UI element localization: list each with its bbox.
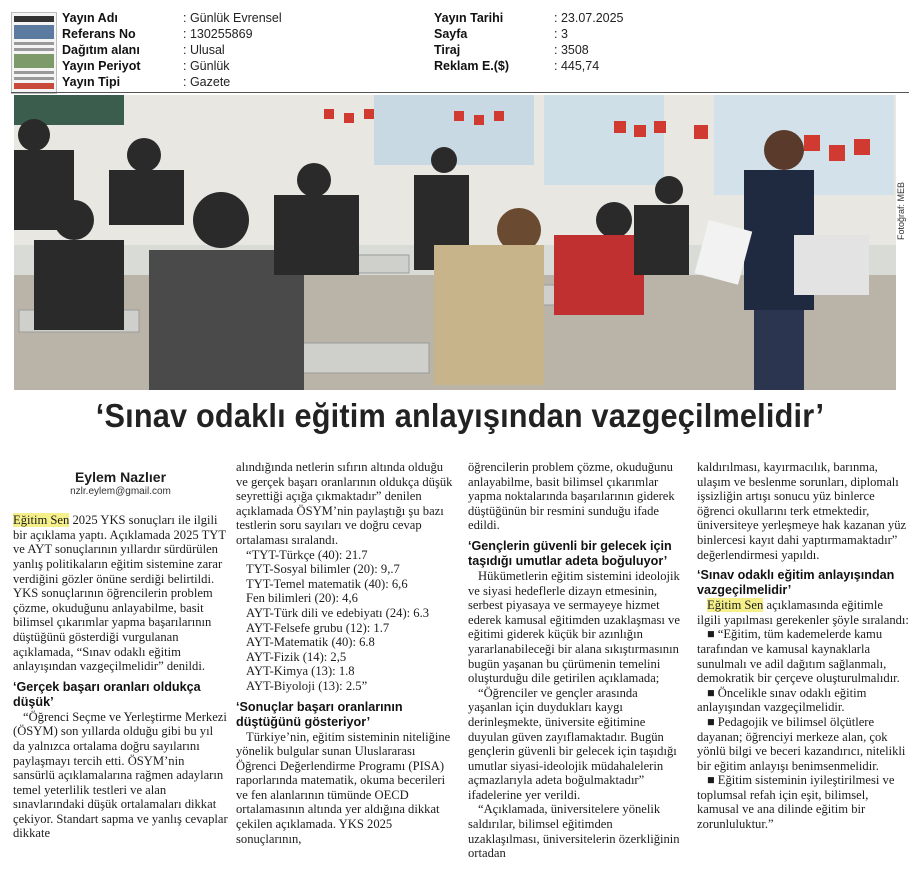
col3-paragraph-2: Hükümetlerin eğitim sistemini ideolojik ve siyasi hedeflerle dizayn etmesinin, serbest piyasaya ve sermayeye hizmet ederek kamusal eğitimden uzaklaşması ve eğitimi giderek küçük bir azınlığın yararlanabileceği bir alana sıkıştırmasının bugün yaşanan bu çürümenin temelini oluşturduğu dile getirilen açıklamada; [468,568,680,686]
col1-paragraph-2: “Öğrenci Seçme ve Yerleştirme Merkezi (ÖSYM) son yıllarda olduğu gibi bu yıl da yalnızca ortalama doğru sayılarını paylaşmayı tercih etti. ÖSYM’nin sansürlü açıklamalarına rağmen adayların temel yeterlilik testleri ve alan sınavlarındaki düşük ortalamaları dikkat çekiyor. Standart sapma ve yanlış cevaplar dikkate [13,709,228,841]
stat-item: AYT-Türk dili ve edebiyatı (24): 6.3 [246,605,430,620]
article-photo [14,95,896,390]
meta-value-page: 3 [560,27,568,41]
meta-label-reference: Referans No [62,27,136,41]
article-column-1 [13,470,228,841]
stat-item: TYT-Sosyal bilimler (20): 9,.7 [246,562,400,577]
requirement-item: ■ Öncelikle sınav odaklı eğitim anlayışından vazgeçilmelidir. [697,685,867,715]
col3-paragraph-3: “Öğrenciler ve gençler arasında yaşanlan için duydukları kaygı derinleşmekte, üniversite eğitimine duyulan güven zayıflamaktadır. Bugün gençlerin güvenli bir gelecek için taşıdığı umutlar siyasi-ideolojik müdahalelerin açmazlarıyla adeta boğulmaktadır” ifadelerine yer verildi. [468,685,677,802]
stats-list [236,548,454,694]
article-column-2 [236,460,454,846]
col2-paragraph-2: Türkiye’nin, eğitim sisteminin niteliğine yönelik bulgular sunan Uluslararası Öğrenci Değerlendirme Programı (PISA) raporlarında matematik, okuma becerileri ve fen alanlarının tümünde OECD ortalamasının altında yer aldığına dikkat çekilen açıklamada. YKS 2025 sonuçlarının, [236,729,451,846]
col4-subheading: ‘Sınav odaklı eğitim anlayışından vazgeçilmelidir’ [697,568,895,598]
requirement-item: ■ Eğitim sisteminin iyileştirilmesi ve toplumsal refah için eşit, bilimsel, kamusal ve ana dilinde eğitim bir zorunluluktur.” [697,773,895,832]
meta-value-date: 23.07.2025 [560,11,624,25]
meta-label-circulation: Tiraj [434,43,461,57]
meta-label-ad-value: Reklam E.($) [434,59,510,73]
photo-credit: Fotoğraf: MEB [896,181,906,240]
meta-label-date: Yayın Tarihi [434,11,504,25]
col2-subheading: ‘Sonuçlar başarı oranlarının düştüğünü gösteriyor’ [236,699,403,729]
stat-item: AYT-Felsefe grubu (12): 1.7 [246,620,390,635]
org-name-highlight: Eğitim Sen [13,513,70,528]
meta-value-type: Gazete [189,75,231,89]
meta-label-period: Yayın Periyot [62,59,141,73]
meta-value-reference: 130255869 [189,27,253,41]
stat-item: AYT-Matematik (40): 6.8 [246,635,375,650]
col3-subheading: ‘Gençlerin güvenli bir gelecek için taşıdığı umutlar adeta boğuluyor’ [468,538,672,568]
requirement-item: ■ Pedagojik ve bilimsel ölçütlere dayanan; öğrenciyi merkeze alan, çok yönlü bilgi ve beceri kazandırıcı, nitelikli bir eğitim anlayışı benimsenmelidir. [697,714,906,773]
col3-paragraph-1: öğrencilerin problem çözme, okuduğunu anlayabilme, basit bilimsel çıkarımlar yapma noktalarında başarılarının giderek düştüğünün bir resmini sunduğu ifade edildi. [468,460,675,533]
meta-label-distribution: Dağıtım alanı [62,43,140,57]
col1-paragraph-1: Eğitim Sen 2025 YKS sonuçları ile ilgili bir açıklama yaptı. Açıklamada 2025 TYT ve AYT sonuçlarının yıllardır sürdürülen yanlış politikaların eğitim sistemine zarar verdiğini gözler önüne serdiği belirtildi. YKS sonuçlarının öğrencilerin problem çözme, okuduğunu anlayabilme, basit bilimsel çıkarımlar yapma başarılarının düştüğünü gösterdiği vurgulanan açıklamada, “Sınav odaklı eğitim anlayışından vazgeçilmelidir” denildi. [13,513,226,674]
clipping-metadata: Yayın Adı Referans No Dağıtım alanı Yayın Periyot Yayın Tipi : Günlük Evrensel : 130255869 : Ulusal : Günlük : Gazete Yayın Tarihi Sayfa Tiraj Reklam E.($) : 23.07.2025 : 3 : 3508 : 445,74 [0,6,920,90]
stat-item: AYT-Kimya (13): 1.8 [246,664,355,679]
author-name: Eylem Nazlıer [74,469,167,485]
classroom-exam-illustration [14,95,896,390]
stat-item: AYT-Biyoloji (13): 2.5” [246,678,368,693]
meta-value-period: Günlük [189,59,230,73]
page-thumbnail[interactable] [11,12,57,94]
col3-paragraph-4: “Açıklamada, üniversitelere yönelik saldırılar, bilimsel eğitimden uzaklaşılması, üniversitelerin özerkliğinin ortadan [468,802,680,861]
author-email[interactable]: nzlr.eylem@gmail.com [70,485,171,497]
article-column-4 [697,460,909,832]
meta-value-distribution: Ulusal [189,43,225,57]
meta-value-ad-value: 445,74 [560,59,600,73]
requirement-item: ■ “Eğitim, tüm kademelerde kamu tarafından ve kamusal kaynaklarla sunulmalı ve adil dağıtım sağlanmalı, demokratik bir çerçeve oluşturulmalıdır. [697,627,900,686]
meta-value-publication: Günlük Evrensel [189,11,282,25]
col4-paragraph-1: kaldırılması, kayırmacılık, barınma, ulaşım ve beslenme sorunları, diplomalı işsizliğin artışı sonucu yüz binlerce öğrenci okullarını terk etmektedir, üniversiteye yerleşmeye hak kazanan yüz binlercesi kayıt dahi yaptırmamaktadır” değerlendirmesi yapıldı. [697,460,907,562]
stat-item: Fen bilimleri (20): 4,6 [246,591,358,606]
meta-value-circulation: 3508 [560,43,589,57]
org-name-highlight: Eğitim Sen [707,598,764,613]
col2-paragraph-1: alındığında netlerin sıfırın altında olduğu ve gerçek başarı oranlarının oldukça düşük seyrettiği açığa çıkmaktadır” denilen açıklamada ÖSYM’nin paylaştığı şu bazı testlerin soru sayıları ve doğru cevap ortalaması sıralandı. [236,460,453,547]
meta-label-page: Sayfa [434,27,468,41]
header-divider [11,92,909,93]
article-column-3 [468,460,684,861]
stat-item: “TYT-Türkçe (40): 21.7 [246,547,368,562]
col4-paragraph-2: Eğitim Sen açıklamasında eğitimle ilgili yapılması gerekenler şöyle sıralandı: [697,598,909,627]
meta-label-publication: Yayın Adı [62,11,118,25]
stat-item: TYT-Temel matematik (40): 6,6 [246,576,408,591]
article-headline: ‘Sınav odaklı eğitim anlayışından vazgeçilmelidir’ [95,397,825,434]
meta-label-type: Yayın Tipi [62,75,121,89]
stat-item: AYT-Fizik (14): 2,5 [246,649,347,664]
col1-subheading: ‘Gerçek başarı oranları oldukça düşük’ [13,679,201,709]
